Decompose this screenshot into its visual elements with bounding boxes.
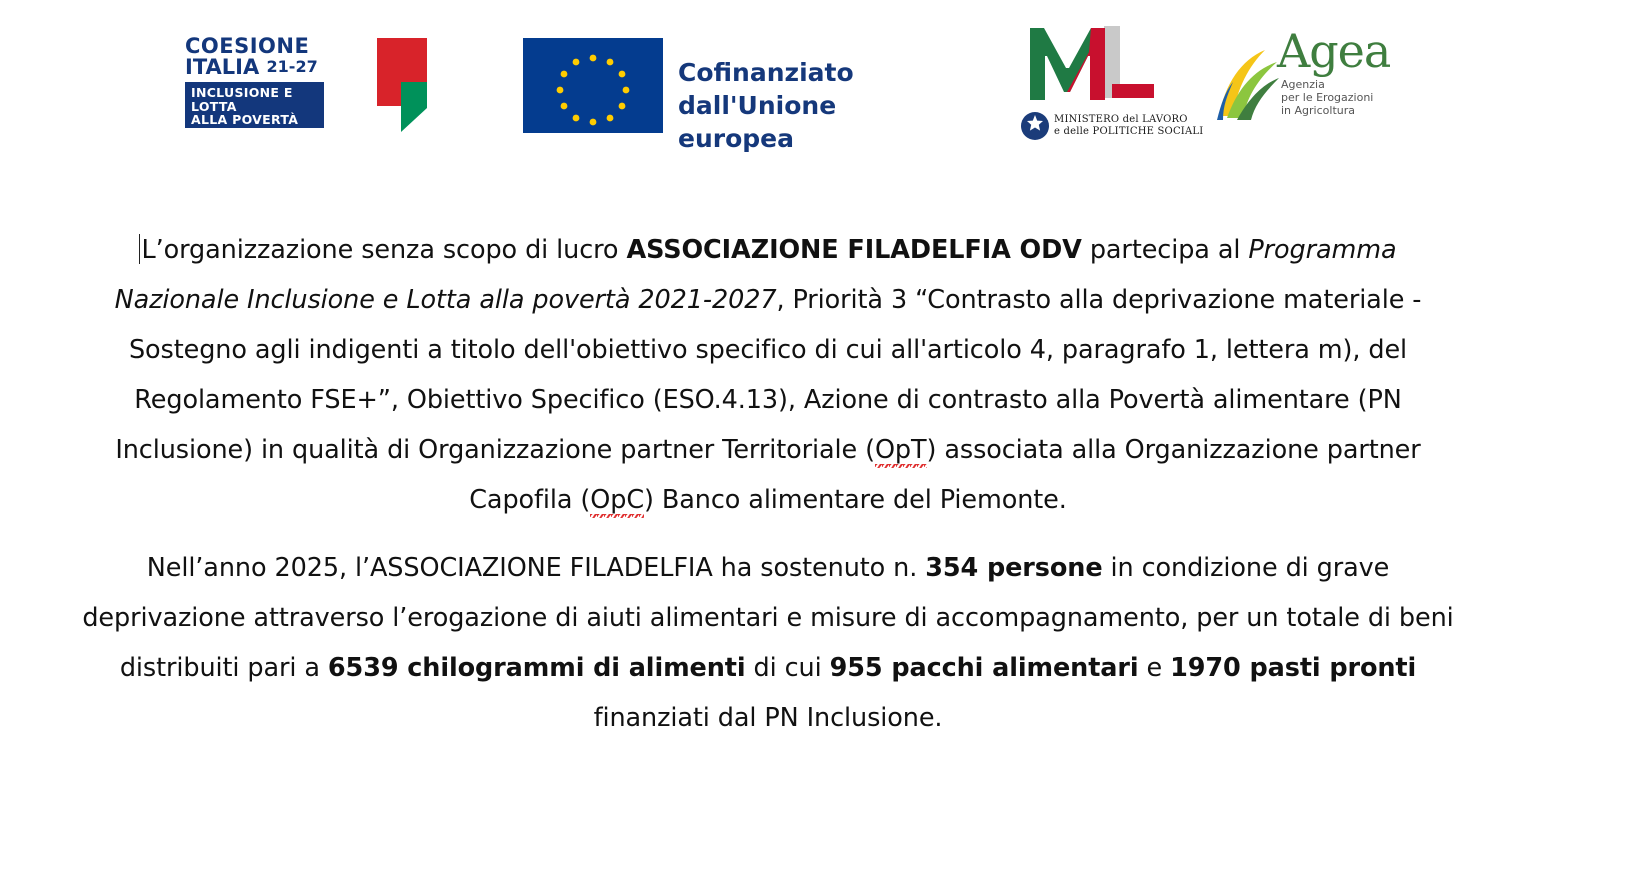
p1-seg1: L’organizzazione senza scopo di lucro: [141, 235, 627, 265]
p2-bold-packages: 955 pacchi alimentari: [829, 653, 1139, 683]
agea-wordmark: Agea: [1277, 24, 1391, 78]
coesione-band-line2: ALLA POVERTÀ: [191, 112, 299, 127]
agea-sub-line3: in Agricoltura: [1281, 104, 1355, 117]
p2-bold-people-count: 354 persone: [925, 553, 1103, 583]
ministero-footer: [1020, 110, 1204, 150]
p2-bold-kilograms: 6539 chilogrammi di alimenti: [327, 653, 746, 683]
agea-subtitle: [1281, 78, 1373, 117]
coesione-wordmark: [185, 36, 330, 78]
p2-bold-meals: 1970 pasti pronti: [1170, 653, 1417, 683]
logo-coesione-italia: [185, 30, 435, 140]
logo-ministero-lavoro: [1012, 18, 1204, 148]
coesione-band-line1: INCLUSIONE E LOTTA: [191, 85, 293, 114]
logo-header-strip: [0, 8, 1635, 158]
eu-line1: Cofinanziato: [678, 58, 854, 87]
paragraph-2: [78, 543, 1458, 743]
p1-seg3: , Priorità 3 “Contrasto alla deprivazione materiale - Sostegno agli indigenti a titolo dell'obiettivo specifico di cui all'articolo 4, paragrafo 1, lettera m), del Regolamento FSE+”, Obiettivo Specifico (ESO.4.13), Azione di contrasto alla Povertà alimentare (PN Inclusione) in qualità di Organizzazione partner Territoriale (: [115, 285, 1422, 465]
p1-seg5: ) Banco alimentare del Piemonte.: [644, 485, 1067, 515]
p2-seg4: e: [1138, 653, 1171, 683]
coesione-line2-text: ITALIA: [185, 55, 260, 79]
p1-bold-organization: ASSOCIAZIONE FILADELFIA ODV: [626, 235, 1082, 265]
eu-wordmark: [678, 56, 943, 155]
p2-seg5: finanziati dal PN Inclusione.: [593, 703, 943, 733]
eu-line2: dall'Unione europea: [678, 91, 837, 153]
agea-sub-line2: per le Erogazioni: [1281, 91, 1374, 104]
coesione-arrow-icon: [331, 36, 435, 132]
paragraph-1: [78, 225, 1458, 525]
p2-seg2: in condizione di grave deprivazione attraverso l’erogazione di aiuti alimentari e misure di accompagnamento, per un totale di beni distribuiti pari a: [82, 553, 1454, 683]
coesione-line1: COESIONE: [185, 34, 310, 58]
agea-sub-line1: Agenzia: [1281, 78, 1325, 91]
logo-european-union: [523, 36, 943, 153]
logo-agea: [1215, 26, 1395, 144]
italy-emblem-icon: [1020, 110, 1050, 142]
p1-spellcheck-opc: OpC: [590, 485, 644, 518]
coesione-years: 21-27: [266, 57, 318, 76]
coesione-subtitle-band: [185, 82, 324, 128]
p1-seg2: partecipa al: [1081, 235, 1249, 265]
coesione-line2: [185, 56, 330, 78]
ministero-subtitle: [1054, 114, 1203, 138]
p2-seg3: di cui: [745, 653, 830, 683]
p1-italic-programme: Programma Nazionale Inclusione e Lotta alla povertà 2021-2027: [114, 235, 1397, 315]
ministero-sub-line2: e delle POLITICHE SOCIALI: [1054, 126, 1204, 137]
document-body: [78, 225, 1458, 743]
agea-leaf-icon: [1215, 44, 1281, 124]
p2-seg1: Nell’anno 2025, l’ASSOCIAZIONE FILADELFIA ha sostenuto n.: [146, 553, 926, 583]
ministero-sub-line1: MINISTERO del LAVORO: [1054, 114, 1188, 125]
p1-seg4: ) associata alla Organizzazione partner Capofila (: [469, 435, 1421, 515]
eu-flag-icon: [523, 38, 663, 133]
p1-spellcheck-opt: OpT: [875, 435, 927, 468]
ministero-monogram-icon: [1012, 18, 1182, 108]
